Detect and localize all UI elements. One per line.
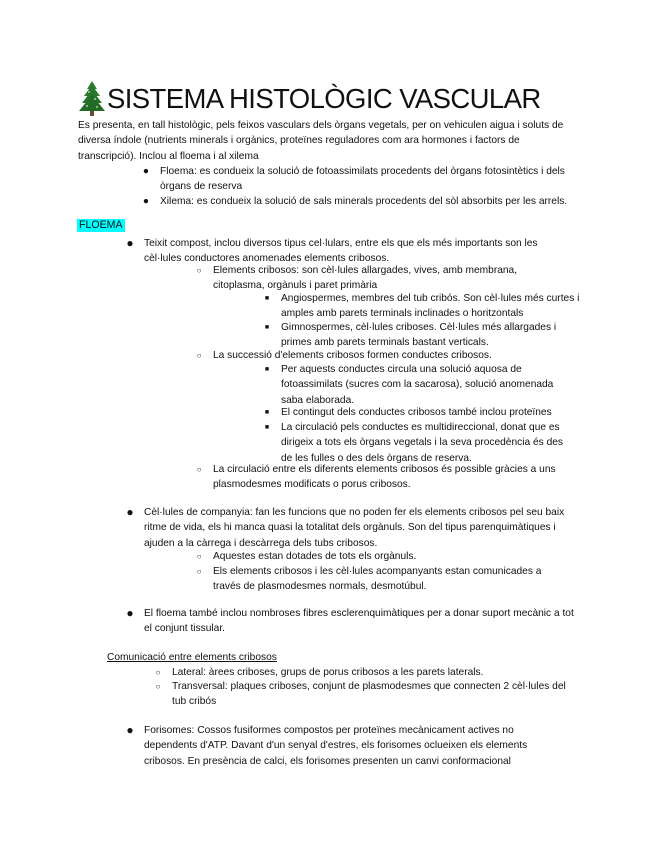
list-item-text: Xilema: es condueix la solució de sals minerals procedents del sòl absorbits per les arrels. [160,196,568,207]
list-item [126,723,556,769]
subheading: Comunicació entre elements cribosos [107,652,277,663]
bullet-disc: ● [126,723,134,737]
list-item-text: Forisomes: Cossos fusiformes compostos per proteïnes mecànicament actives no dependents d'ATP. Davant d'un senyal d'estres, els forisomes oclueixen els elements cribosos. En presència de calci, els forisomes presenten un canvi conformacional [144,725,528,767]
section-heading: FLOEMA [79,219,123,231]
list-item [264,362,571,408]
bullet-disc: ● [126,236,134,250]
list-item-text: Elements cribosos: son cèl·lules allargades, vives, amb membrana, citoplasma, orgànuls i paret primària [213,265,518,292]
bullet-disc: ● [142,196,150,207]
pine-tree-icon [78,80,106,116]
page-title: SISTEMA HISTOLÒGIC VASCULAR [107,83,541,114]
bullet-square: ■ [264,324,270,331]
list-item-text: El contingut dels conductes cribosos també inclou proteïnes [281,407,552,418]
list-item [196,549,553,564]
list-item-text: La circulació pels conductes es multidireccional, donat que es dirigeix a tots els òrgans vegetals i la seva procedència és des de les fulles o des dels òrgans de reserva. [281,422,564,464]
bullet-square: ■ [264,424,270,431]
list-item [196,462,573,493]
list-item [142,164,580,195]
bullet-circle: ○ [196,266,202,275]
list-item [264,320,573,351]
list-item [264,291,581,322]
intro-paragraph: Es presenta, en tall histològic, pels feixos vasculars dels òrgans vegetals, per on vehiculen aigua i soluts de diversa índole (nutrients minerals i orgànics, proteïnes reguladores com ara hormones i factors de transcripció). Inclou al floema i al xilema [78,120,564,162]
list-item [196,263,543,294]
list-item-text: Aquestes estan dotades de tots els orgànuls. [213,551,417,562]
list-item [126,505,574,551]
bullet-circle: ○ [196,552,202,561]
list-item-text: Gimnospermes, cèl·lules criboses. Cèl·lules més allargades i primes amb parets terminals bastant verticals. [281,322,557,349]
list-item-text: La circulació entre els diferents elements cribosos és possible gràcies a uns plasmodesmes modificats o porus cribosos. [213,464,556,491]
list-item-text: Els elements cribosos i les cèl·lules acompanyants estan comunicades a través de plasmodesmes normals, desmotúbul. [213,566,542,593]
list-item [196,564,543,595]
bullet-circle: ○ [196,567,202,576]
bullet-square: ■ [264,295,270,302]
bullet-square: ■ [264,366,270,373]
list-item-text: El floema també inclou nombroses fibres esclerenquimàtiques per a donar suport mecànic a tot el conjunt tissular. [144,608,574,635]
list-item-text: Per aquests conductes circula una solució aquosa de fotoassimilats (sucres com la sacarosa), solució anomenada saba elaborada. [281,364,554,406]
list-item-text: Floema: es condueix la solució de fotoassimilats procedents del òrgans fotosintètics i dels òrgans de reserva [160,166,565,193]
list-item-text: Cèl·lules de companyia: fan les funcions que no poden fer els elements cribosos pel seu baix ritme de vida, els hi manca quasi la totalitat dels orgànuls. Son del tipus parenquimàtiques i ajuden a la càrrega i descàrrega dels tubs cribosos. [144,507,565,549]
list-item-text: Teixit compost, inclou diversos tipus cel·lulars, entre els que els més importants son les cèl·lules conductores anomenades elements cribosos. [144,238,538,265]
list-item-text: Transversal: plaques criboses, conjunt de plasmodesmes que connecten 2 cèl·lules del tub cribós [172,681,566,708]
list-item [126,236,574,267]
list-item [155,679,577,710]
list-item [142,194,580,209]
bullet-square: ■ [264,409,270,416]
list-item [126,606,584,637]
bullet-circle: ○ [155,682,161,691]
bullet-circle: ○ [155,668,161,677]
list-item-text: Lateral: àrees criboses, grups de porus cribosos a les parets laterals. [172,667,484,678]
list-item [155,665,552,680]
list-item [196,348,543,363]
list-item-text: Angiospermes, membres del tub cribós. Son cèl·lules més curtes i amples amb parets terminals inclinades o horitzontals [281,293,580,320]
title-row [78,80,541,116]
bullet-disc: ● [142,166,150,177]
bullet-circle: ○ [196,351,202,360]
bullet-disc: ● [126,606,134,620]
bullet-disc: ● [126,505,134,519]
list-item [264,420,577,466]
list-item-text: La successió d'elements cribosos formen conductes cribosos. [213,350,492,361]
list-item [264,405,581,420]
bullet-circle: ○ [196,465,202,474]
